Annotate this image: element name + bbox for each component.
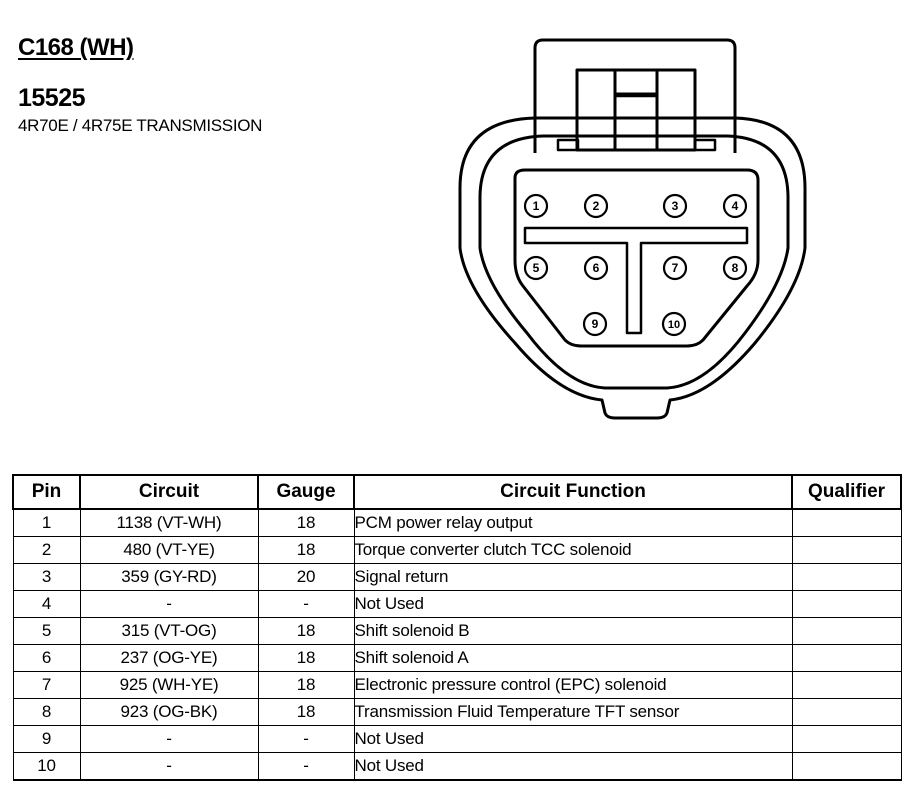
pinout-table xyxy=(12,474,902,781)
gauge-cell: 18 xyxy=(258,537,354,564)
function-cell: Transmission Fluid Temperature TFT sensor xyxy=(354,699,792,726)
table-row xyxy=(13,591,901,618)
connector-id: C168 (WH) xyxy=(18,34,134,61)
table-row xyxy=(13,509,901,537)
locking-tab-inner xyxy=(577,70,695,150)
table-row xyxy=(13,672,901,699)
pin-cell: 9 xyxy=(13,726,80,753)
circuit-cell: - xyxy=(80,753,258,781)
circuit-cell: 315 (VT-OG) xyxy=(80,618,258,645)
pin-label: 1 xyxy=(532,199,540,213)
pin-cell: 3 xyxy=(13,564,80,591)
function-cell: Torque converter clutch TCC solenoid xyxy=(354,537,792,564)
pin-cell: 5 xyxy=(13,618,80,645)
table-row xyxy=(13,564,901,591)
circuit-cell: - xyxy=(80,726,258,753)
gauge-cell: 18 xyxy=(258,672,354,699)
table-row xyxy=(13,537,901,564)
table-row xyxy=(13,645,901,672)
qualifier-cell xyxy=(792,591,901,618)
function-cell: Electronic pressure control (EPC) solenoid xyxy=(354,672,792,699)
qualifier-cell xyxy=(792,618,901,645)
gauge-cell: 18 xyxy=(258,618,354,645)
table-header-row xyxy=(13,475,901,509)
circuit-cell: 237 (OG-YE) xyxy=(80,645,258,672)
part-number: 15525 xyxy=(18,84,86,112)
qualifier-cell xyxy=(792,509,901,537)
function-cell: Not Used xyxy=(354,726,792,753)
circuit-cell: 359 (GY-RD) xyxy=(80,564,258,591)
pin-label: 4 xyxy=(731,199,739,213)
function-cell: Not Used xyxy=(354,753,792,781)
table-row xyxy=(13,618,901,645)
gauge-cell: 20 xyxy=(258,564,354,591)
column-header-pin: Pin xyxy=(13,475,80,509)
column-header-gauge: Gauge xyxy=(258,475,354,509)
polarizing-key xyxy=(525,228,747,333)
qualifier-cell xyxy=(792,672,901,699)
application: 4R70E / 4R75E TRANSMISSION xyxy=(18,116,263,135)
pin-label: 3 xyxy=(671,199,679,213)
pin-label: 2 xyxy=(592,199,600,213)
qualifier-cell xyxy=(792,753,901,781)
table-row xyxy=(13,699,901,726)
table-row xyxy=(13,753,901,781)
column-header-circuit-function: Circuit Function xyxy=(354,475,792,509)
gauge-cell: 18 xyxy=(258,645,354,672)
pin-label: 6 xyxy=(592,261,600,275)
pin-label: 7 xyxy=(671,261,679,275)
pin-label: 10 xyxy=(667,319,681,331)
pin-cavity-face xyxy=(515,170,758,346)
connector-body-outer xyxy=(460,118,805,418)
pin-label: 9 xyxy=(591,317,599,331)
gauge-cell: 18 xyxy=(258,509,354,537)
function-cell: Shift solenoid B xyxy=(354,618,792,645)
qualifier-cell xyxy=(792,645,901,672)
qualifier-cell xyxy=(792,537,901,564)
gauge-cell: - xyxy=(258,753,354,781)
circuit-cell: 923 (OG-BK) xyxy=(80,699,258,726)
pin-cell: 7 xyxy=(13,672,80,699)
function-cell: Not Used xyxy=(354,591,792,618)
pin-label: 8 xyxy=(731,261,739,275)
circuit-cell: 480 (VT-YE) xyxy=(80,537,258,564)
function-cell: PCM power relay output xyxy=(354,509,792,537)
connector-face-diagram xyxy=(455,38,815,423)
gauge-cell: 18 xyxy=(258,699,354,726)
qualifier-cell xyxy=(792,726,901,753)
circuit-cell: 1138 (VT-WH) xyxy=(80,509,258,537)
latch-slot xyxy=(615,94,657,150)
column-header-circuit: Circuit xyxy=(80,475,258,509)
function-cell: Signal return xyxy=(354,564,792,591)
circuit-cell: - xyxy=(80,591,258,618)
pin-label: 5 xyxy=(532,261,540,275)
pin-cell: 6 xyxy=(13,645,80,672)
gauge-cell: - xyxy=(258,591,354,618)
table-row xyxy=(13,726,901,753)
pin-cell: 4 xyxy=(13,591,80,618)
pin-cell: 1 xyxy=(13,509,80,537)
gauge-cell: - xyxy=(258,726,354,753)
qualifier-cell xyxy=(792,564,901,591)
circuit-cell: 925 (WH-YE) xyxy=(80,672,258,699)
qualifier-cell xyxy=(792,699,901,726)
function-cell: Shift solenoid A xyxy=(354,645,792,672)
pin-cell: 10 xyxy=(13,753,80,781)
pin-cell: 2 xyxy=(13,537,80,564)
pin-cell: 8 xyxy=(13,699,80,726)
column-header-qualifier: Qualifier xyxy=(792,475,901,509)
